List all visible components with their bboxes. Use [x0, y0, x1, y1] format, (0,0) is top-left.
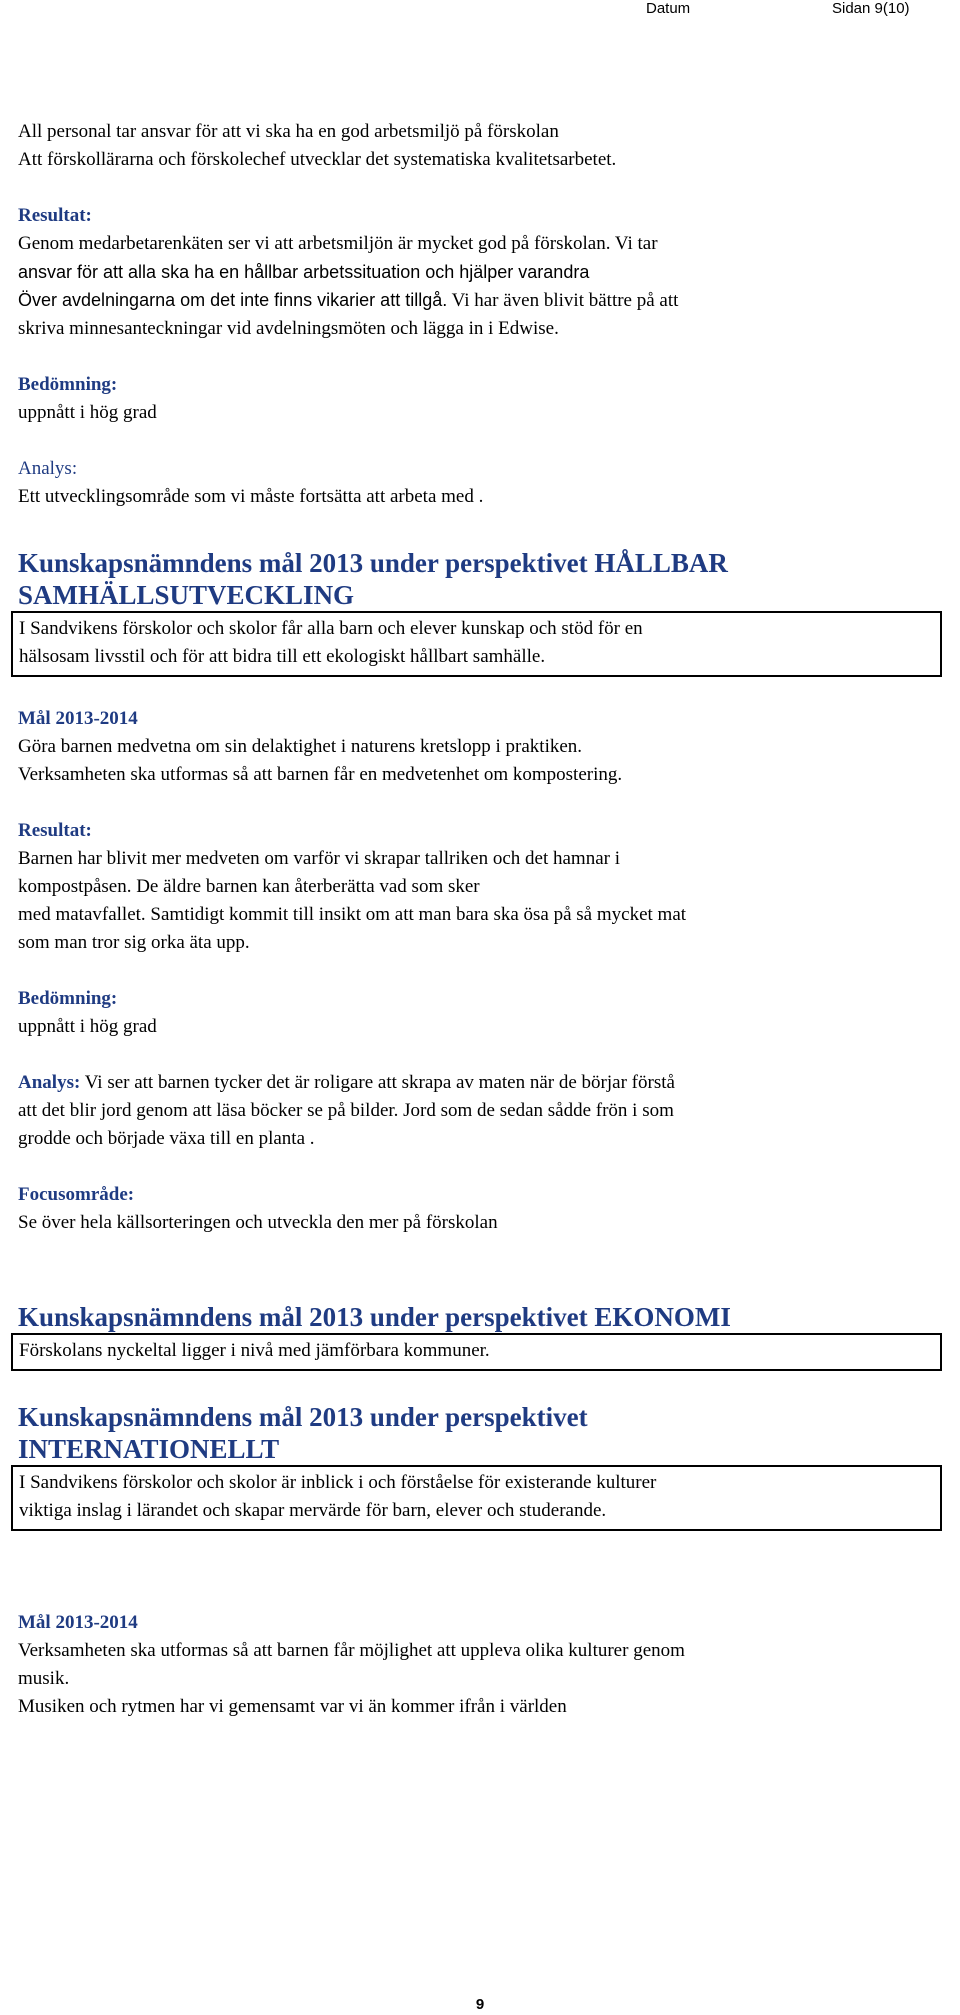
analys-text-1: Vi ser att barnen tycker det är roligare att skrapa av maten när de börjar förstå — [80, 1072, 675, 1093]
goal-box-line-1: I Sandvikens förskolor och skolor är inblick i och förståelse för existerande kulturer — [19, 1472, 657, 1493]
section-arbetsmiljo — [18, 118, 942, 511]
analys-line-1 — [18, 1069, 942, 1097]
resultat-label: Resultat: — [18, 205, 92, 226]
resultat-line-3a: Över avdelningarna om det inte finns vikarier att tillgå. — [18, 290, 448, 310]
resultat-line-2: ansvar för att alla ska ha en hållbar arbetssituation och hjälper varandra — [18, 262, 590, 282]
goal-box — [11, 611, 942, 677]
section-heading-line-2: INTERNATIONELLT — [18, 1434, 280, 1464]
resultat-line-4: skriva minnesanteckningar vid avdelningsmöten och lägga in i Edwise. — [18, 318, 559, 339]
section-internationellt — [18, 1401, 942, 1721]
analys-line-2: att det blir jord genom att läsa böcker se på bilder. Jord som de sedan sådde frön i som — [18, 1100, 674, 1121]
goal-box-line-1: I Sandvikens förskolor och skolor får alla barn och elever kunskap och stöd för en — [19, 618, 643, 639]
goal-line-2: Att förskollärarna och förskolechef utvecklar det systematiska kvalitetsarbetet. — [18, 149, 617, 170]
mal-line-2: musik. — [18, 1668, 70, 1689]
bedomning-value: uppnått i hög grad — [18, 1016, 157, 1037]
goal-box-line-2: viktiga inslag i lärandet och skapar mervärde för barn, elever och studerande. — [19, 1500, 607, 1521]
mal-line-2: Verksamheten ska utformas så att barnen får en medvetenhet om kompostering. — [18, 764, 623, 785]
document-body — [18, 118, 942, 1721]
page-header — [0, 0, 960, 34]
resultat-line-3 — [18, 286, 942, 315]
section-heading: Kunskapsnämndens mål 2013 under perspektivet EKONOMI — [18, 1302, 731, 1332]
focus-label: Focusområde: — [18, 1184, 135, 1205]
resultat-line-2: kompostpåsen. De äldre barnen kan återberätta vad som sker — [18, 876, 480, 897]
header-page-indicator: Sidan 9(10) — [832, 0, 910, 17]
analys-label: Analys: — [18, 1072, 81, 1093]
goal-box — [11, 1465, 942, 1531]
goal-box-line-2: hälsosam livsstil och för att bidra till ett ekologiskt hållbart samhälle. — [19, 646, 546, 667]
section-heading-line-1: Kunskapsnämndens mål 2013 under perspektivet HÅLLBAR — [18, 548, 728, 578]
resultat-line-3: med matavfallet. Samtidigt kommit till insikt om att man bara ska ösa på så mycket mat — [18, 904, 687, 925]
bedomning-label: Bedömning: — [18, 988, 118, 1009]
analys-value: Ett utvecklingsområde som vi måste fortsätta att arbeta med . — [18, 486, 484, 507]
mal-label: Mål 2013-2014 — [18, 708, 138, 729]
page-number: 9 — [475, 1996, 485, 2013]
section-hallbar — [18, 547, 942, 1237]
analys-label: Analys: — [18, 458, 78, 479]
analys-line-3: grodde och började växa till en planta . — [18, 1128, 315, 1149]
section-heading-line-2: SAMHÄLLSUTVECKLING — [18, 580, 355, 610]
bedomning-label: Bedömning: — [18, 374, 118, 395]
section-ekonomi — [18, 1301, 942, 1371]
mal-line-3: Musiken och rytmen har vi gemensamt var vi än kommer ifrån i världen — [18, 1696, 567, 1717]
resultat-line-4: som man tror sig orka äta upp. — [18, 932, 250, 953]
resultat-line-1: Barnen har blivit mer medveten om varför vi skrapar tallriken och det hamnar i — [18, 848, 620, 869]
goal-box-line-1: Förskolans nyckeltal ligger i nivå med jämförbara kommuner. — [19, 1340, 490, 1361]
resultat-line-1: Genom medarbetarenkäten ser vi att arbetsmiljön är mycket god på förskolan. Vi tar — [18, 233, 658, 254]
mal-line-1: Verksamheten ska utformas så att barnen får möjlighet att uppleva olika kulturer genom — [18, 1640, 685, 1661]
header-date: Datum — [646, 0, 691, 17]
mal-line-1: Göra barnen medvetna om sin delaktighet i naturens kretslopp i praktiken. — [18, 736, 583, 757]
focus-value: Se över hela källsorteringen och utveckla den mer på förskolan — [18, 1212, 498, 1233]
section-heading-line-1: Kunskapsnämndens mål 2013 under perspektivet — [18, 1402, 588, 1432]
goal-box — [11, 1333, 942, 1371]
resultat-label: Resultat: — [18, 820, 92, 841]
resultat-line-3b: Vi har även blivit bättre på att — [447, 290, 679, 311]
bedomning-value: uppnått i hög grad — [18, 402, 157, 423]
mal-label: Mål 2013-2014 — [18, 1612, 138, 1633]
goal-line-1: All personal tar ansvar för att vi ska ha en god arbetsmiljö på förskolan — [18, 121, 559, 142]
